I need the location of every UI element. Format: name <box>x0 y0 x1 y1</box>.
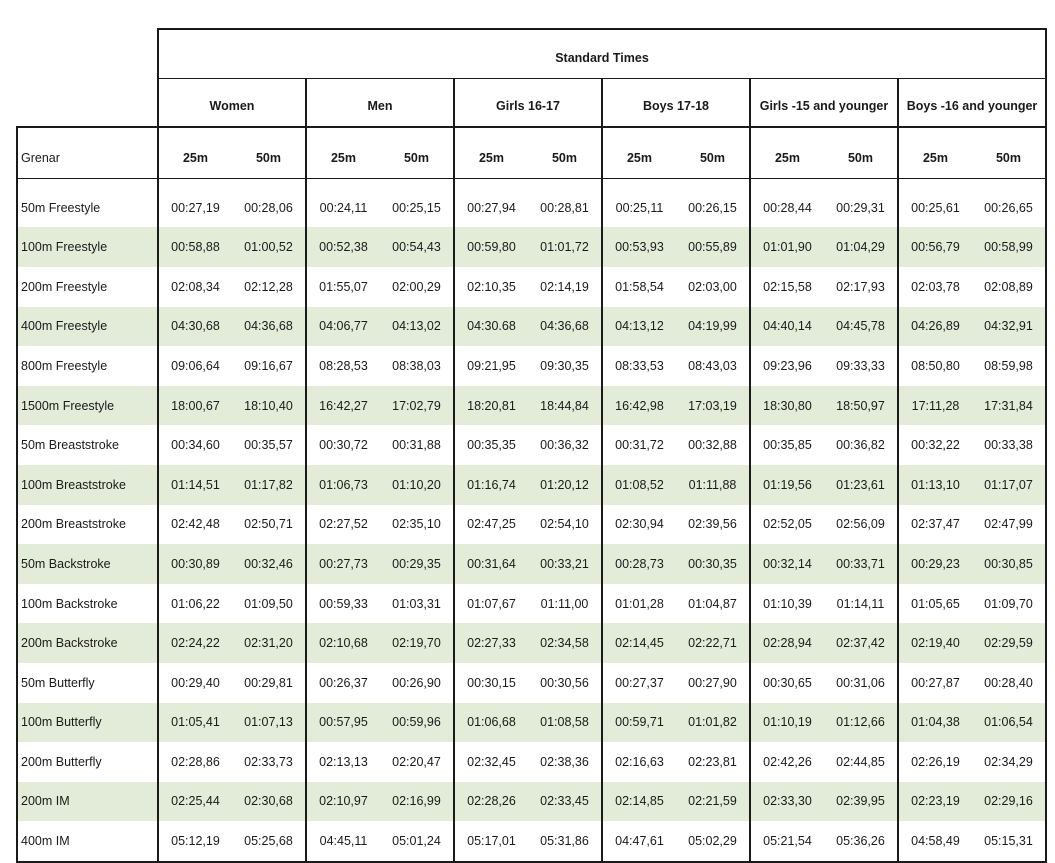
spacer-cell <box>158 178 232 188</box>
time-cell: 01:10,20 <box>380 465 454 505</box>
time-cell: 02:14,45 <box>602 623 676 663</box>
time-cell: 00:32,46 <box>232 544 306 584</box>
course-header-50m: 50m <box>528 127 602 178</box>
time-cell: 01:06,73 <box>306 465 380 505</box>
time-cell: 04:30,68 <box>158 307 232 347</box>
time-cell: 04:13,02 <box>380 307 454 347</box>
time-cell: 00:59,96 <box>380 703 454 743</box>
time-cell: 00:27,87 <box>898 663 972 703</box>
time-cell: 02:28,86 <box>158 742 232 782</box>
time-cell: 01:08,58 <box>528 703 602 743</box>
time-cell: 09:21,95 <box>454 346 528 386</box>
time-cell: 00:30,72 <box>306 425 380 465</box>
time-cell: 02:28,26 <box>454 782 528 822</box>
events-header: Grenar <box>17 127 158 178</box>
time-cell: 01:13,10 <box>898 465 972 505</box>
time-cell: 02:24,22 <box>158 623 232 663</box>
time-cell: 02:16,99 <box>380 782 454 822</box>
spacer-cell <box>528 178 602 188</box>
time-cell: 05:36,26 <box>824 821 898 862</box>
time-cell: 02:50,71 <box>244 517 293 532</box>
time-cell: 05:15,31 <box>972 821 1046 862</box>
spacer-cell <box>17 178 158 188</box>
time-cell: 02:00,29 <box>392 279 441 294</box>
group-header-row <box>17 78 1046 127</box>
time-cell: 01:06,22 <box>158 584 232 624</box>
time-cell: 00:31,06 <box>836 675 885 690</box>
event-name: 50m Backstroke <box>17 544 158 584</box>
time-cell: 04:26,89 <box>898 307 972 347</box>
time-cell: 05:12,19 <box>158 821 232 862</box>
time-cell: 05:02,29 <box>676 821 750 862</box>
event-name: 1500m Freestyle <box>17 386 158 426</box>
time-cell: 17:31,84 <box>972 386 1046 426</box>
time-cell: 00:31,64 <box>454 544 528 584</box>
time-cell: 01:10,19 <box>750 703 824 743</box>
time-cell: 00:25,11 <box>602 188 676 228</box>
event-name: 100m Backstroke <box>17 584 158 624</box>
table-row <box>17 465 1046 505</box>
event-name: 200m IM <box>17 782 158 822</box>
time-cell: 02:19,70 <box>380 623 454 663</box>
time-cell: 00:29,23 <box>898 544 972 584</box>
time-cell: 00:30,65 <box>750 663 824 703</box>
table-row <box>17 505 1046 545</box>
time-cell: 00:35,57 <box>244 438 293 453</box>
time-cell: 04:30.68 <box>454 307 528 347</box>
time-cell: 01:06,68 <box>454 703 528 743</box>
time-cell: 09:33,33 <box>836 358 885 373</box>
standard-times-table <box>16 28 1047 863</box>
time-cell: 01:55,07 <box>306 267 380 307</box>
time-cell: 02:10,97 <box>306 782 380 822</box>
table-row <box>17 663 1046 703</box>
spacer-cell <box>676 178 750 188</box>
group-header: Boys -16 and younger <box>898 78 1046 127</box>
time-cell: 01:08,52 <box>602 465 676 505</box>
time-cell: 01:58,54 <box>602 267 676 307</box>
table-row <box>17 584 1046 624</box>
time-cell: 00:30,89 <box>158 544 232 584</box>
time-cell: 18:00,67 <box>158 386 232 426</box>
group-header: Girls -15 and younger <box>750 78 898 127</box>
table-row <box>17 307 1046 347</box>
time-cell: 04:58,49 <box>898 821 972 862</box>
time-cell: 00:36,32 <box>540 438 589 453</box>
time-cell: 04:36,68 <box>528 307 602 347</box>
time-cell: 02:25,44 <box>158 782 232 822</box>
time-cell: 02:42,26 <box>750 742 824 782</box>
time-cell: 00:33,21 <box>528 544 602 584</box>
time-cell: 02:26,19 <box>898 742 972 782</box>
time-cell: 02:13,13 <box>306 742 380 782</box>
time-cell: 02:20,47 <box>392 754 441 769</box>
time-cell: 01:12,66 <box>824 703 898 743</box>
time-cell: 00:28,06 <box>244 200 293 215</box>
event-name: 200m Backstroke <box>17 623 158 663</box>
time-cell: 02:37,42 <box>824 623 898 663</box>
event-name: 50m Freestyle <box>17 188 158 228</box>
course-header-25m: 25m <box>602 127 676 178</box>
time-cell: 02:12,28 <box>244 279 293 294</box>
time-cell: 02:14,19 <box>540 279 589 294</box>
time-cell: 00:35,35 <box>454 425 528 465</box>
time-cell: 05:31,86 <box>528 821 602 862</box>
course-header-50m: 50m <box>972 127 1046 178</box>
time-cell: 04:36,68 <box>232 307 306 347</box>
time-cell: 18:50,97 <box>824 386 898 426</box>
table-row <box>17 386 1046 426</box>
title-row <box>17 29 1046 78</box>
time-cell: 02:17,93 <box>836 279 885 294</box>
blank-cell <box>17 78 158 127</box>
time-cell: 02:39,95 <box>824 782 898 822</box>
course-header-50m: 50m <box>676 127 750 178</box>
group-header: Men <box>306 78 454 127</box>
group-header: Women <box>158 78 306 127</box>
table-row <box>17 821 1046 862</box>
time-cell: 02:29,59 <box>972 623 1046 663</box>
subheader-row <box>17 127 1046 178</box>
time-cell: 00:54,43 <box>380 227 454 267</box>
time-cell: 01:07,13 <box>232 703 306 743</box>
time-cell: 00:27,90 <box>688 675 737 690</box>
time-cell: 00:55,89 <box>676 227 750 267</box>
time-cell: 02:56,09 <box>836 517 885 532</box>
spacer-cell <box>306 178 380 188</box>
time-cell: 02:44,85 <box>836 754 885 769</box>
time-cell: 00:27,19 <box>158 188 232 228</box>
time-cell: 01:01,82 <box>676 703 750 743</box>
time-cell: 01:11,00 <box>540 596 589 611</box>
event-name: 200m Breaststroke <box>17 505 158 545</box>
time-cell: 00:27,37 <box>602 663 676 703</box>
time-cell: 00:31,88 <box>392 438 441 453</box>
time-cell: 02:10,35 <box>454 267 528 307</box>
time-cell: 00:32,22 <box>898 425 972 465</box>
time-cell: 01:23,61 <box>824 465 898 505</box>
time-cell: 01:04,87 <box>688 596 737 611</box>
time-cell: 05:01,24 <box>380 821 454 862</box>
time-cell: 09:06,64 <box>158 346 232 386</box>
time-cell: 02:08,89 <box>972 267 1046 307</box>
time-cell: 04:19,99 <box>676 307 750 347</box>
time-cell: 02:21,59 <box>676 782 750 822</box>
spacer-cell <box>232 178 306 188</box>
time-cell: 01:00,52 <box>232 227 306 267</box>
time-cell: 00:58,99 <box>972 227 1046 267</box>
table-row <box>17 425 1046 465</box>
time-cell: 08:33,53 <box>602 346 676 386</box>
time-cell: 00:35,85 <box>750 425 824 465</box>
spacer-cell <box>898 178 972 188</box>
event-name: 100m Breaststroke <box>17 465 158 505</box>
time-cell: 00:33,71 <box>824 544 898 584</box>
time-cell: 18:10,40 <box>232 386 306 426</box>
time-cell: 02:22,71 <box>676 623 750 663</box>
course-header-25m: 25m <box>454 127 528 178</box>
time-cell: 00:28,40 <box>972 663 1046 703</box>
time-cell: 18:44,84 <box>528 386 602 426</box>
time-cell: 00:30,56 <box>540 675 589 690</box>
time-cell: 02:08,34 <box>158 267 232 307</box>
time-cell: 02:23,19 <box>898 782 972 822</box>
time-cell: 02:52,05 <box>750 505 824 545</box>
time-cell: 02:27,33 <box>454 623 528 663</box>
time-cell: 00:57,95 <box>306 703 380 743</box>
time-cell: 00:59,80 <box>454 227 528 267</box>
spacer-cell <box>454 178 528 188</box>
event-name: 200m Butterfly <box>17 742 158 782</box>
time-cell: 02:32,45 <box>454 742 528 782</box>
time-cell: 00:33,38 <box>972 425 1046 465</box>
time-cell: 00:28,44 <box>750 188 824 228</box>
time-cell: 04:40,14 <box>750 307 824 347</box>
time-cell: 00:30,35 <box>676 544 750 584</box>
time-cell: 01:01,28 <box>602 584 676 624</box>
spacer-cell <box>380 178 454 188</box>
event-name: 50m Breaststroke <box>17 425 158 465</box>
time-cell: 02:33,45 <box>528 782 602 822</box>
time-cell: 00:28,81 <box>540 200 589 215</box>
group-header: Boys 17-18 <box>602 78 750 127</box>
time-cell: 00:26,15 <box>688 200 737 215</box>
time-cell: 01:17,82 <box>232 465 306 505</box>
time-cell: 01:01,90 <box>750 227 824 267</box>
course-header-50m: 50m <box>824 127 898 178</box>
event-name: 100m Butterfly <box>17 703 158 743</box>
time-cell: 00:26,65 <box>972 188 1046 228</box>
time-cell: 00:52,38 <box>306 227 380 267</box>
time-cell: 00:31,72 <box>602 425 676 465</box>
time-cell: 00:56,79 <box>898 227 972 267</box>
time-cell: 02:39,56 <box>688 517 737 532</box>
time-cell: 08:50,80 <box>898 346 972 386</box>
time-cell: 17:03,19 <box>676 386 750 426</box>
time-cell: 01:06,54 <box>972 703 1046 743</box>
time-cell: 17:02,79 <box>380 386 454 426</box>
time-cell: 00:53,93 <box>602 227 676 267</box>
time-cell: 00:28,73 <box>602 544 676 584</box>
table-row <box>17 188 1046 228</box>
time-cell: 17:11,28 <box>898 386 972 426</box>
time-cell: 04:47,61 <box>602 821 676 862</box>
time-cell: 02:29,16 <box>972 782 1046 822</box>
time-cell: 08:59,98 <box>972 346 1046 386</box>
spacer-row <box>17 178 1046 188</box>
time-cell: 02:34,29 <box>972 742 1046 782</box>
time-cell: 02:14,85 <box>602 782 676 822</box>
table-row <box>17 544 1046 584</box>
course-header-25m: 25m <box>898 127 972 178</box>
time-cell: 01:14,51 <box>158 465 232 505</box>
time-cell: 00:32,88 <box>688 438 737 453</box>
time-cell: 01:10,39 <box>750 584 824 624</box>
time-cell: 02:03,78 <box>898 267 972 307</box>
table-title: Standard Times <box>158 29 1046 78</box>
event-name: 400m IM <box>17 821 158 862</box>
course-header-25m: 25m <box>750 127 824 178</box>
time-cell: 01:03,31 <box>392 596 441 611</box>
spacer-cell <box>824 178 898 188</box>
time-cell: 00:25,61 <box>898 188 972 228</box>
time-cell: 08:38,03 <box>392 358 441 373</box>
time-cell: 00:29,40 <box>158 663 232 703</box>
time-cell: 02:33,73 <box>244 754 293 769</box>
time-cell: 00:29,81 <box>244 675 293 690</box>
time-cell: 01:20,12 <box>528 465 602 505</box>
time-cell: 04:45,78 <box>824 307 898 347</box>
time-cell: 00:59,33 <box>306 584 380 624</box>
time-cell: 00:26,37 <box>306 663 380 703</box>
time-cell: 01:14,11 <box>836 596 885 611</box>
time-cell: 02:30,68 <box>232 782 306 822</box>
table-row <box>17 267 1046 307</box>
time-cell: 01:09,70 <box>972 584 1046 624</box>
spacer-cell <box>602 178 676 188</box>
time-cell: 01:11,88 <box>676 465 750 505</box>
time-cell: 04:32,91 <box>972 307 1046 347</box>
time-cell: 02:15,58 <box>750 267 824 307</box>
event-name: 400m Freestyle <box>17 307 158 347</box>
course-header-25m: 25m <box>306 127 380 178</box>
time-cell: 00:32,14 <box>750 544 824 584</box>
time-cell: 02:42,48 <box>158 505 232 545</box>
time-cell: 09:23,96 <box>750 346 824 386</box>
course-header-25m: 25m <box>158 127 232 178</box>
time-cell: 00:30,15 <box>454 663 528 703</box>
time-cell: 16:42,27 <box>306 386 380 426</box>
time-cell: 00:29,35 <box>380 544 454 584</box>
time-cell: 05:25,68 <box>232 821 306 862</box>
time-cell: 01:17,07 <box>972 465 1046 505</box>
time-cell: 18:20,81 <box>454 386 528 426</box>
time-cell: 02:31,20 <box>232 623 306 663</box>
time-cell: 02:19,40 <box>898 623 972 663</box>
time-cell: 02:28,94 <box>750 623 824 663</box>
time-cell: 08:28,53 <box>306 346 380 386</box>
time-cell: 02:16,63 <box>602 742 676 782</box>
time-cell: 08:43,03 <box>688 358 737 373</box>
event-name: 800m Freestyle <box>17 346 158 386</box>
time-cell: 01:04,38 <box>898 703 972 743</box>
time-cell: 02:10,68 <box>306 623 380 663</box>
time-cell: 01:04,29 <box>824 227 898 267</box>
table-row <box>17 782 1046 822</box>
time-cell: 01:09,50 <box>244 596 293 611</box>
time-cell: 02:34,58 <box>528 623 602 663</box>
time-cell: 02:37,47 <box>898 505 972 545</box>
time-cell: 02:47,25 <box>454 505 528 545</box>
time-cell: 00:29,31 <box>836 200 885 215</box>
time-cell: 05:21,54 <box>750 821 824 862</box>
time-cell: 04:06,77 <box>306 307 380 347</box>
course-header-50m: 50m <box>380 127 454 178</box>
time-cell: 16:42,98 <box>602 386 676 426</box>
group-header: Girls 16-17 <box>454 78 602 127</box>
time-cell: 02:03,00 <box>688 279 737 294</box>
time-cell: 04:45,11 <box>306 821 380 862</box>
time-cell: 09:30,35 <box>540 358 589 373</box>
table-row <box>17 623 1046 663</box>
table-row <box>17 346 1046 386</box>
time-cell: 02:38,36 <box>540 754 589 769</box>
blank-cell <box>17 29 158 78</box>
time-cell: 02:54,10 <box>540 517 589 532</box>
time-cell: 00:27,94 <box>454 188 528 228</box>
time-cell: 00:36,82 <box>836 438 885 453</box>
spacer-cell <box>972 178 1046 188</box>
table-row <box>17 227 1046 267</box>
event-name: 50m Butterfly <box>17 663 158 703</box>
time-cell: 02:27,52 <box>306 505 380 545</box>
time-cell: 02:30,94 <box>602 505 676 545</box>
event-name: 100m Freestyle <box>17 227 158 267</box>
time-cell: 01:16,74 <box>454 465 528 505</box>
time-cell: 02:35,10 <box>392 517 441 532</box>
time-cell: 00:25,15 <box>392 200 441 215</box>
course-header-50m: 50m <box>232 127 306 178</box>
time-cell: 05:17,01 <box>454 821 528 862</box>
time-cell: 01:01,72 <box>528 227 602 267</box>
time-cell: 09:16,67 <box>244 358 293 373</box>
time-cell: 04:13,12 <box>602 307 676 347</box>
time-cell: 01:05,41 <box>158 703 232 743</box>
time-cell: 18:30,80 <box>750 386 824 426</box>
time-cell: 02:33,30 <box>750 782 824 822</box>
time-cell: 00:27,73 <box>306 544 380 584</box>
time-cell: 00:34,60 <box>158 425 232 465</box>
time-cell: 02:23,81 <box>688 754 737 769</box>
spacer-cell <box>750 178 824 188</box>
table-row <box>17 703 1046 743</box>
time-cell: 01:19,56 <box>750 465 824 505</box>
time-cell: 00:30,85 <box>972 544 1046 584</box>
time-cell: 00:24,11 <box>306 188 380 228</box>
table-row <box>17 742 1046 782</box>
time-cell: 00:26,90 <box>392 675 441 690</box>
time-cell: 00:59,71 <box>602 703 676 743</box>
event-name: 200m Freestyle <box>17 267 158 307</box>
time-cell: 01:05,65 <box>898 584 972 624</box>
time-cell: 02:47,99 <box>972 505 1046 545</box>
time-cell: 01:07,67 <box>454 584 528 624</box>
time-cell: 00:58,88 <box>158 227 232 267</box>
